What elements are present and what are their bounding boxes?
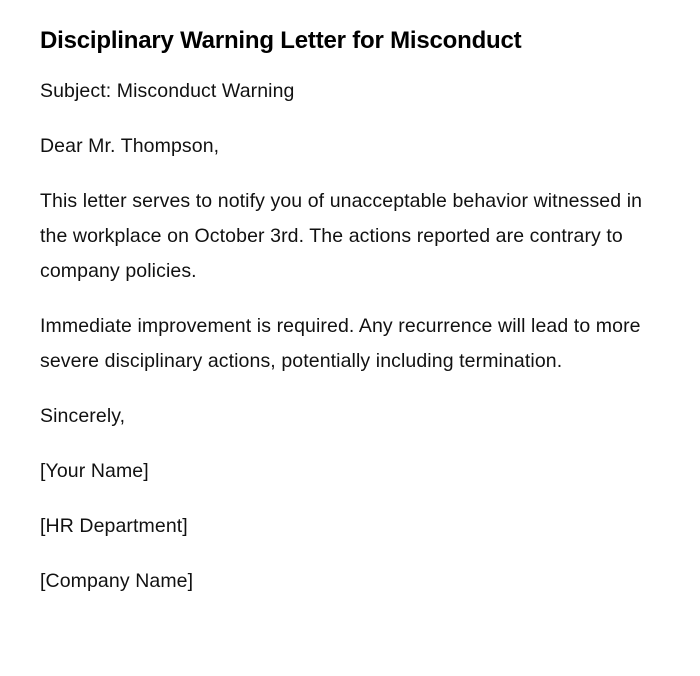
letter-title: Disciplinary Warning Letter for Misconduct <box>40 27 522 54</box>
body-paragraph-2: Immediate improvement is required. Any recurrence will lead to more severe disciplinary actions, potentially including termination. <box>40 315 641 372</box>
salutation: Dear Mr. Thompson, <box>40 135 220 157</box>
body-paragraph-1: This letter serves to notify you of unacceptable behavior witnessed in the workplace on October 3rd. The actions reported are contrary to company policies. <box>40 190 643 282</box>
subject-line: Subject: Misconduct Warning <box>40 80 295 102</box>
signature-department: [HR Department] <box>40 515 188 537</box>
signature-name: [Your Name] <box>40 460 149 482</box>
letter-page <box>40 24 660 619</box>
closing: Sincerely, <box>40 405 126 427</box>
signature-company: [Company Name] <box>40 570 194 592</box>
